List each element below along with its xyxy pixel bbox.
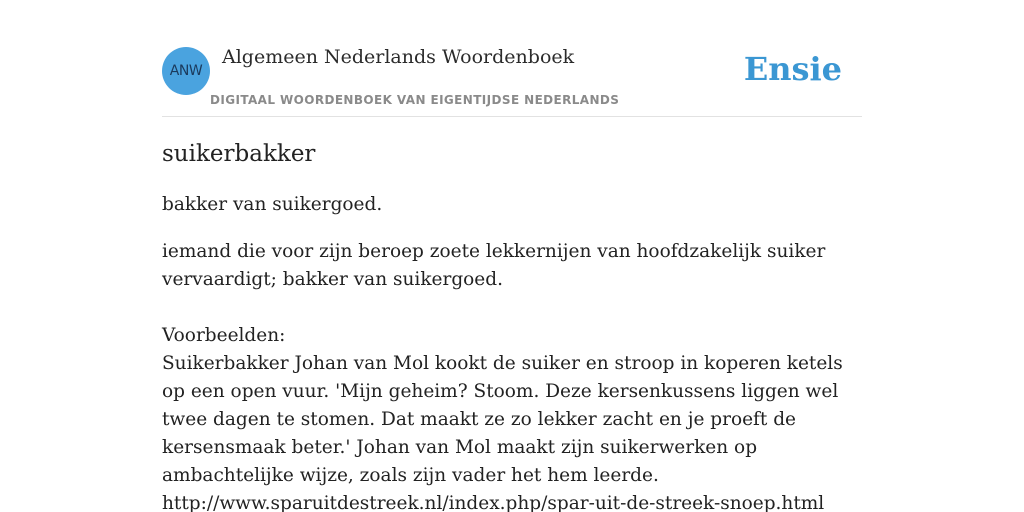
site-title: Algemeen Nederlands Woordenboek <box>222 46 575 68</box>
entry-content <box>162 138 862 512</box>
logo-text: ANW <box>169 63 203 79</box>
long-definition-block <box>162 238 862 512</box>
short-definition: bakker van suikergoed. <box>162 194 383 215</box>
site-header <box>162 40 862 117</box>
headword: suikerbakker <box>162 141 316 167</box>
example-source-link[interactable]: http://www.sparuitdestreek.nl/index.php/spar-uit-de-streek-snoep.html <box>162 493 825 512</box>
spacer <box>162 294 862 322</box>
anw-logo[interactable] <box>162 47 210 95</box>
site-subtitle: DIGITAAL WOORDENBOEK VAN EIGENTIJDSE NEDERLANDS <box>210 93 620 107</box>
examples-label: Voorbeelden: <box>162 325 286 346</box>
long-definition: iemand die voor zijn beroep zoete lekkernijen van hoofdzakelijk suiker vervaardigt; bakker van suikergoed. <box>162 241 826 290</box>
example-text: Suikerbakker Johan van Mol kookt de suiker en stroop in koperen ketels op een open vuur. 'Mijn geheim? Stoom. Deze kersenkussens liggen wel twee dagen te stomen. Dat maakt ze zo lekker zacht en je proeft de kersensmaak beter.' Johan van Mol maakt zijn suikerwerken op ambachtelijke wijze, zoals zijn vader het hem leerde. <box>162 353 843 486</box>
ensie-brand-link[interactable]: Ensie <box>743 50 842 88</box>
